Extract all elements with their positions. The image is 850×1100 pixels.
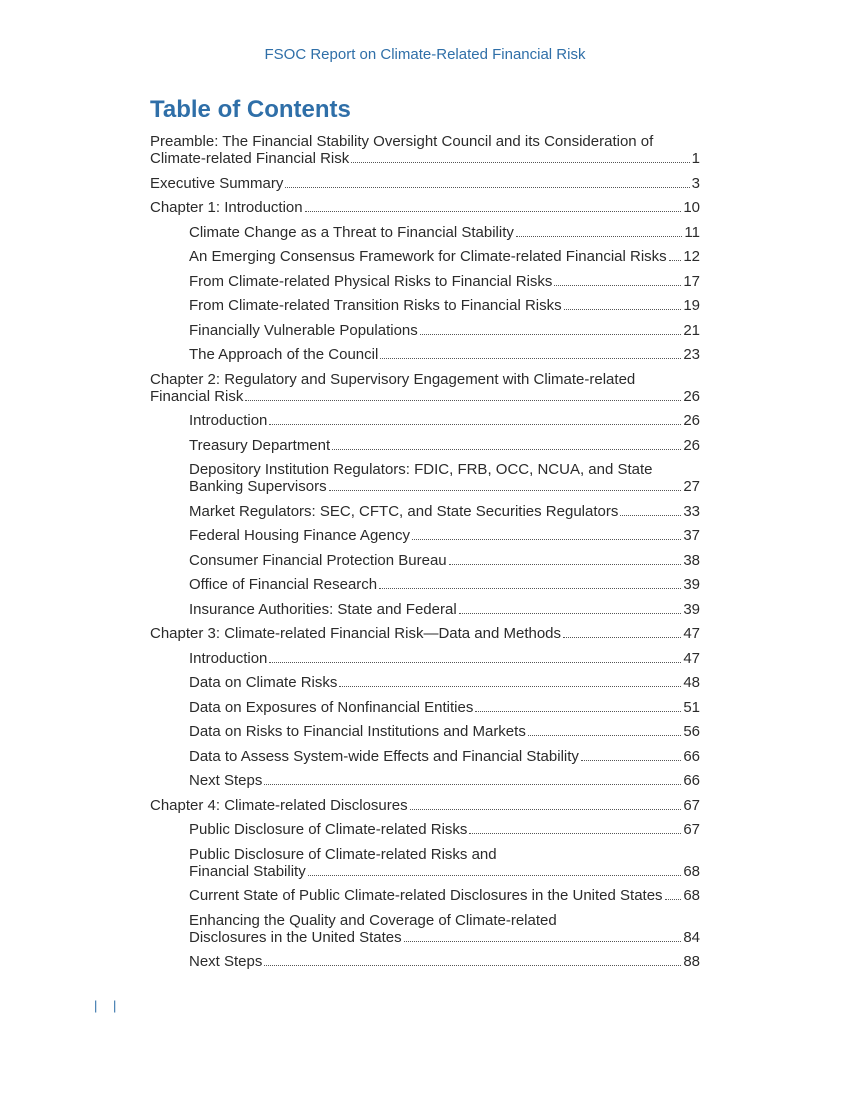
toc-page-number: 11 bbox=[684, 223, 700, 241]
toc-entry-text: Office of Financial Research bbox=[189, 576, 378, 593]
toc-page-number: 21 bbox=[683, 321, 700, 339]
dot-leader bbox=[269, 423, 681, 425]
dot-leader bbox=[380, 357, 681, 359]
dot-leader bbox=[245, 399, 681, 401]
toc-entry[interactable] bbox=[150, 371, 700, 405]
toc-entry-text: Preamble: The Financial Stability Oversight Council and its Consideration of bbox=[150, 133, 654, 150]
toc-entry-text: Depository Institution Regulators: FDIC, FRB, OCC, NCUA, and State bbox=[189, 461, 653, 478]
toc-page-number: 33 bbox=[683, 502, 700, 520]
toc-entry[interactable] bbox=[189, 297, 700, 314]
toc-entry-text: From Climate-related Transition Risks to Financial Risks bbox=[189, 297, 562, 314]
dot-leader bbox=[449, 563, 682, 565]
toc-entry[interactable] bbox=[150, 175, 700, 192]
toc-entry[interactable] bbox=[189, 576, 700, 593]
dot-leader bbox=[475, 710, 681, 712]
toc-entry-text: Climate Change as a Threat to Financial Stability bbox=[189, 223, 514, 241]
toc-page-number: 39 bbox=[683, 576, 700, 593]
toc-entry-text: Chapter 2: Regulatory and Supervisory Engagement with Climate-related bbox=[150, 370, 636, 388]
toc-page-number: 3 bbox=[691, 174, 700, 192]
toc-entry-text: Climate-related Financial Risk bbox=[150, 150, 350, 167]
toc-entry-text: Public Disclosure of Climate-related Risks bbox=[189, 821, 468, 838]
toc-entry[interactable] bbox=[189, 821, 700, 838]
toc-entry-text: Introduction bbox=[189, 412, 268, 429]
toc-entry[interactable] bbox=[189, 503, 700, 520]
toc-entry-text: Introduction bbox=[189, 649, 268, 667]
dot-leader bbox=[351, 161, 689, 163]
dot-leader bbox=[264, 964, 681, 966]
toc-entry-text: Chapter 4: Climate-related Disclosures bbox=[150, 796, 408, 814]
dot-leader bbox=[379, 587, 681, 589]
dot-leader bbox=[554, 284, 681, 286]
toc-entry-text: Next Steps bbox=[189, 953, 263, 970]
toc-entry[interactable] bbox=[189, 699, 700, 716]
table-of-contents bbox=[150, 133, 700, 978]
toc-entry[interactable] bbox=[189, 273, 700, 290]
toc-entry-text: Next Steps bbox=[189, 772, 263, 789]
toc-entry-text: Current State of Public Climate-related Disclosures in the United States bbox=[189, 887, 663, 904]
dot-leader bbox=[264, 783, 681, 785]
toc-page-number: 47 bbox=[683, 649, 700, 667]
dot-leader bbox=[412, 538, 681, 540]
toc-entry-text: Financially Vulnerable Populations bbox=[189, 321, 418, 339]
dot-leader bbox=[305, 210, 682, 212]
toc-entry[interactable] bbox=[189, 437, 700, 454]
dot-leader bbox=[329, 489, 682, 491]
toc-entry-text: Consumer Financial Protection Bureau bbox=[189, 551, 447, 569]
toc-page-number: 66 bbox=[683, 772, 700, 789]
toc-page-number: 88 bbox=[683, 953, 700, 970]
toc-entry-text: Chapter 1: Introduction bbox=[150, 199, 303, 216]
toc-entry[interactable] bbox=[189, 887, 700, 904]
toc-page-number: 67 bbox=[683, 796, 700, 814]
toc-page-number: 23 bbox=[683, 346, 700, 363]
toc-entry[interactable] bbox=[189, 248, 700, 265]
toc-entry[interactable] bbox=[189, 650, 700, 667]
toc-entry[interactable] bbox=[189, 527, 700, 544]
toc-entry[interactable] bbox=[189, 912, 700, 946]
toc-page-number: 10 bbox=[683, 199, 700, 216]
dot-leader bbox=[420, 333, 682, 335]
toc-entry-text: Data on Exposures of Nonfinancial Entities bbox=[189, 698, 474, 716]
toc-entry[interactable] bbox=[189, 772, 700, 789]
toc-page-number: 68 bbox=[683, 862, 700, 880]
toc-page-number: 26 bbox=[683, 387, 700, 405]
toc-entry[interactable] bbox=[189, 322, 700, 339]
dot-leader bbox=[285, 186, 689, 188]
dot-leader bbox=[516, 235, 683, 237]
dot-leader bbox=[581, 759, 681, 761]
toc-page-number: 68 bbox=[683, 887, 700, 904]
toc-page-number: 51 bbox=[683, 698, 700, 716]
toc-entry[interactable] bbox=[189, 953, 700, 970]
dot-leader bbox=[459, 612, 682, 614]
toc-page-number: 84 bbox=[683, 928, 700, 946]
toc-entry[interactable] bbox=[189, 224, 700, 241]
toc-entry[interactable] bbox=[189, 461, 700, 495]
toc-page-number: 67 bbox=[683, 821, 700, 838]
dot-leader bbox=[665, 898, 682, 900]
toc-page-number: 66 bbox=[683, 747, 700, 765]
toc-entry-text: Enhancing the Quality and Coverage of Climate-related bbox=[189, 911, 557, 929]
dot-leader bbox=[339, 685, 681, 687]
dot-leader bbox=[469, 832, 681, 834]
dot-leader bbox=[404, 940, 682, 942]
toc-entry[interactable] bbox=[150, 625, 700, 642]
toc-entry-text: Federal Housing Finance Agency bbox=[189, 527, 410, 544]
toc-entry-text: Financial Stability bbox=[189, 862, 306, 880]
toc-entry[interactable] bbox=[189, 346, 700, 363]
toc-entry-text: From Climate-related Physical Risks to Financial Risks bbox=[189, 272, 553, 290]
toc-entry-text: Chapter 3: Climate-related Financial Risk—Data and Methods bbox=[150, 625, 562, 642]
dot-leader bbox=[620, 514, 681, 516]
toc-entry-text: Market Regulators: SEC, CFTC, and State Securities Regulators bbox=[189, 502, 619, 520]
toc-page-number: 12 bbox=[683, 248, 700, 265]
toc-entry-text: Data to Assess System-wide Effects and Financial Stability bbox=[189, 747, 579, 765]
toc-entry-text: Disclosures in the United States bbox=[189, 928, 402, 946]
dot-leader bbox=[528, 734, 681, 736]
toc-entry-text: Banking Supervisors bbox=[189, 478, 327, 495]
toc-entry-text: Data on Risks to Financial Institutions and Markets bbox=[189, 723, 526, 740]
toc-entry[interactable] bbox=[189, 412, 700, 429]
toc-page-number: 17 bbox=[683, 272, 700, 290]
toc-entry[interactable] bbox=[150, 797, 700, 814]
dot-leader bbox=[563, 636, 681, 638]
toc-page-number: 39 bbox=[683, 600, 700, 618]
toc-page-number: 26 bbox=[683, 412, 700, 429]
toc-entry[interactable] bbox=[189, 552, 700, 569]
toc-page-number: 1 bbox=[691, 150, 700, 167]
toc-entry-text: The Approach of the Council bbox=[189, 346, 379, 363]
toc-page-number: 27 bbox=[683, 478, 700, 495]
toc-entry-text: Data on Climate Risks bbox=[189, 674, 338, 691]
dot-leader bbox=[308, 874, 682, 876]
dot-leader bbox=[669, 259, 682, 261]
toc-page-number: 48 bbox=[683, 674, 700, 691]
dot-leader bbox=[332, 448, 681, 450]
footer-page-marks: | | bbox=[94, 998, 123, 1013]
page-title: Table of Contents bbox=[150, 96, 351, 123]
toc-page-number: 37 bbox=[683, 527, 700, 544]
toc-entry-text: Public Disclosure of Climate-related Risks and bbox=[189, 845, 497, 863]
running-header: FSOC Report on Climate-Related Financial Risk bbox=[264, 46, 586, 63]
toc-entry-text: Insurance Authorities: State and Federal bbox=[189, 600, 457, 618]
toc-entry[interactable] bbox=[189, 601, 700, 618]
toc-entry[interactable] bbox=[189, 748, 700, 765]
toc-entry[interactable] bbox=[150, 133, 700, 167]
toc-page-number: 26 bbox=[683, 436, 700, 454]
toc-page-number: 56 bbox=[683, 723, 700, 740]
toc-entry[interactable] bbox=[189, 674, 700, 691]
dot-leader bbox=[564, 308, 682, 310]
toc-page-number: 38 bbox=[683, 551, 700, 569]
toc-entry-text: An Emerging Consensus Framework for Climate-related Financial Risks bbox=[189, 248, 667, 265]
dot-leader bbox=[410, 808, 682, 810]
toc-entry-text: Executive Summary bbox=[150, 174, 284, 192]
toc-page-number: 47 bbox=[683, 625, 700, 642]
toc-page-number: 19 bbox=[683, 297, 700, 314]
toc-entry[interactable] bbox=[189, 846, 700, 880]
toc-entry-text: Treasury Department bbox=[189, 436, 331, 454]
dot-leader bbox=[269, 661, 681, 663]
toc-entry[interactable] bbox=[150, 199, 700, 216]
toc-entry-text: Financial Risk bbox=[150, 387, 244, 405]
toc-entry[interactable] bbox=[189, 723, 700, 740]
